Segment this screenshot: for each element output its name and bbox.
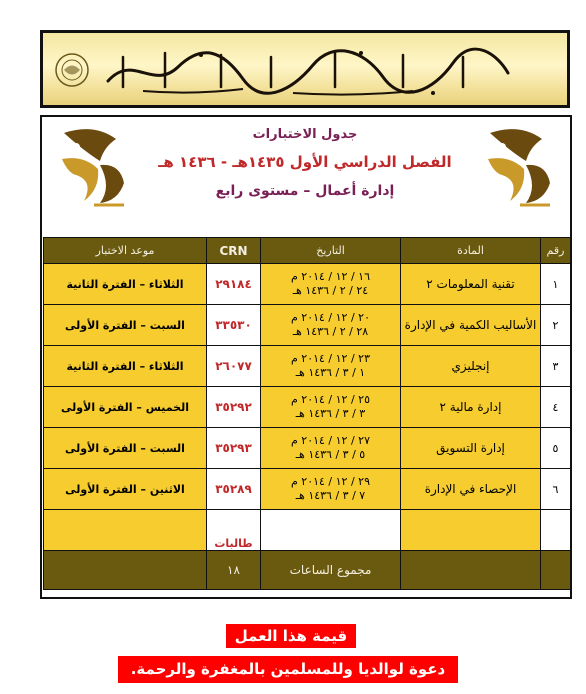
row-date — [261, 264, 401, 305]
row-num: ٦ — [541, 469, 571, 510]
logo-left-icon — [54, 125, 132, 211]
row-crn: ٣٥٢٨٩ — [207, 469, 261, 510]
row-crn: ٢٩١٨٤ — [207, 264, 261, 305]
schedule-title: جدول الاختبارات — [252, 127, 358, 142]
total-hours-label: مجموع الساعات — [261, 551, 401, 590]
row-num: ٥ — [541, 428, 571, 469]
date-gregorian: ١٦ / ١٢ / ٢٠١٤ م — [290, 270, 370, 283]
semester-label: الفصل الدراسي الأول ١٤٣٥هـ - ١٤٣٦ هـ — [158, 153, 452, 171]
total-hours-value: ١٨ — [207, 551, 261, 590]
calligraphy-banner — [40, 30, 570, 108]
row-num: ٤ — [541, 387, 571, 428]
table-row — [44, 387, 571, 428]
date-gregorian: ٢٥ / ١٢ / ٢٠١٤ م — [290, 393, 370, 406]
blank-cell — [261, 510, 401, 551]
row-date — [261, 428, 401, 469]
date-hijri: ١ / ٣ / ١٤٣٦ هـ — [295, 366, 366, 379]
schedule-header — [40, 117, 572, 235]
row-exam-time: السبت – الفترة الأولى — [44, 305, 207, 346]
blank-cell — [541, 510, 571, 551]
row-date — [261, 346, 401, 387]
row-crn: ٣٥٢٩٣ — [207, 428, 261, 469]
blank-cell — [401, 510, 541, 551]
footer-dua-text: دعوة لوالديا وللمسلمين بالمغفرة والرحمة. — [118, 656, 458, 683]
calligraphy-artwork — [103, 43, 513, 97]
row-num: ٣ — [541, 346, 571, 387]
header-date: التاريخ — [261, 238, 401, 264]
date-hijri: ٧ / ٣ / ١٤٣٦ هـ — [295, 489, 366, 502]
table-total-row — [44, 551, 571, 590]
date-hijri: ٢٤ / ٢ / ١٤٣٦ هـ — [292, 284, 369, 297]
row-crn: ٢٦٠٧٧ — [207, 346, 261, 387]
row-subject: إنجليزي — [401, 346, 541, 387]
header-crn: CRN — [207, 238, 261, 264]
table-row — [44, 264, 571, 305]
date-hijri: ٣ / ٣ / ١٤٣٦ هـ — [295, 407, 366, 420]
row-num: ١ — [541, 264, 571, 305]
header-subject: المادة — [401, 238, 541, 264]
row-exam-time: الاثنين – الفترة الأولى — [44, 469, 207, 510]
table-header-row — [44, 238, 571, 264]
date-hijri: ٥ / ٣ / ١٤٣٦ هـ — [295, 448, 366, 461]
row-subject: إدارة مالية ٢ — [401, 387, 541, 428]
row-subject: تقنية المعلومات ٢ — [401, 264, 541, 305]
row-subject: الإحصاء في الإدارة — [401, 469, 541, 510]
date-gregorian: ٢٩ / ١٢ / ٢٠١٤ م — [290, 475, 370, 488]
table-row-blank — [44, 510, 571, 551]
header-exam-time: موعد الاختبار — [44, 238, 207, 264]
header-num: رقم — [541, 238, 571, 264]
row-exam-time: الخميس – الفترة الأولى — [44, 387, 207, 428]
exam-table — [43, 237, 571, 590]
date-gregorian: ٢٧ / ١٢ / ٢٠١٤ م — [290, 434, 370, 447]
logo-right-icon — [480, 125, 558, 211]
row-date — [261, 387, 401, 428]
students-note: طالبات — [207, 510, 261, 551]
table-row — [44, 346, 571, 387]
table-row — [44, 428, 571, 469]
row-exam-time: الثلاثاء – الفترة الثانية — [44, 264, 207, 305]
row-exam-time: الثلاثاء – الفترة الثانية — [44, 346, 207, 387]
table-row — [44, 469, 571, 510]
department-level: إدارة أعمال – مستوى رابع — [215, 183, 395, 199]
date-gregorian: ٢٠ / ١٢ / ٢٠١٤ م — [290, 311, 370, 324]
row-subject: إدارة التسويق — [401, 428, 541, 469]
total-spacer — [401, 551, 541, 590]
total-spacer — [44, 551, 207, 590]
total-spacer — [541, 551, 571, 590]
blank-cell — [44, 510, 207, 551]
row-crn: ٣٣٥٣٠ — [207, 305, 261, 346]
row-exam-time: السبت – الفترة الأولى — [44, 428, 207, 469]
seal-ornament-icon — [51, 49, 93, 91]
row-crn: ٣٥٢٩٢ — [207, 387, 261, 428]
footer-value-label: قيمة هذا العمل — [226, 624, 356, 648]
table-row — [44, 305, 571, 346]
row-date — [261, 305, 401, 346]
row-date — [261, 469, 401, 510]
date-gregorian: ٢٣ / ١٢ / ٢٠١٤ م — [290, 352, 370, 365]
row-subject: الأساليب الكمية في الإدارة — [401, 305, 541, 346]
date-hijri: ٢٨ / ٢ / ١٤٣٦ هـ — [292, 325, 369, 338]
row-num: ٢ — [541, 305, 571, 346]
